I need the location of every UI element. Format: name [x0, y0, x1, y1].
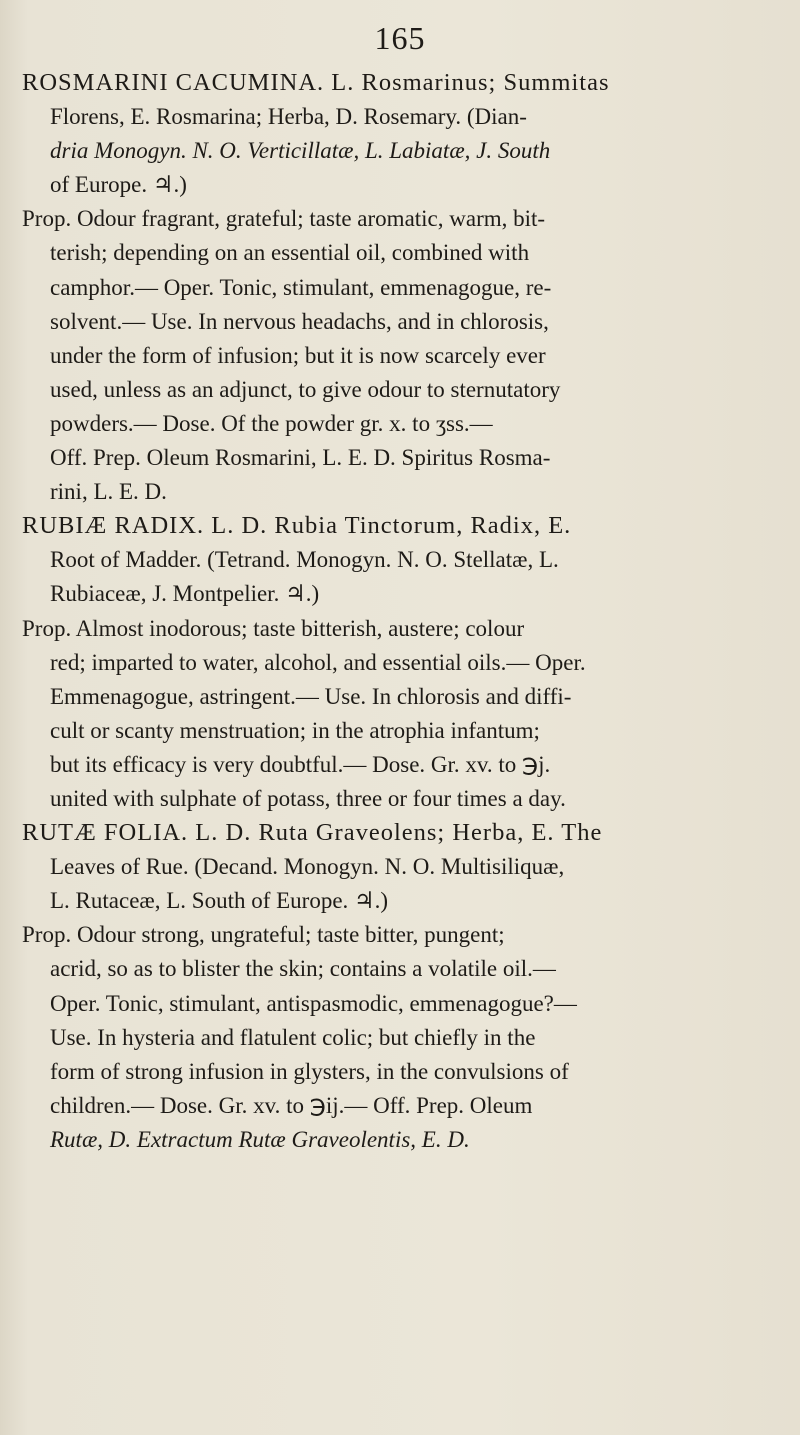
text-line: but its efficacy is very doubtful.— Dose. Gr. xv. to ℈j. [50, 751, 551, 777]
text-line: children.— Dose. Gr. xv. to ℈ij.— Off. Prep. Oleum [50, 1092, 533, 1118]
text-line: terish; depending on an essential oil, combined with [50, 240, 530, 266]
text-line: used, unless as an adjunct, to give odour to sternutatory [50, 376, 561, 402]
text-line: united with sulphate of potass, three or four times a day. [50, 785, 566, 811]
text-line: acrid, so as to blister the skin; contains a volatile oil.— [50, 956, 556, 982]
text-line: Rubiaceæ, J. Montpelier. ♃.) [50, 581, 320, 607]
text-line: powders.— Dose. Of the powder gr. x. to ʒss.— [50, 410, 493, 436]
text-line: Oper. Tonic, stimulant, antispasmodic, emmenagogue?— [50, 990, 577, 1016]
text-line: under the form of infusion; but it is now scarcely ever [50, 342, 546, 368]
text-line: of Europe. ♃.) [50, 172, 187, 198]
text-line: L. Rutaceæ, L. South of Europe. ♃.) [50, 888, 389, 914]
text-line: ROSMARINI CACUMINA. L. Rosmarinus; Summitas [22, 69, 610, 96]
text-line: rini, L. E. D. [50, 479, 167, 505]
text-line: solvent.— Use. In nervous headachs, and in chlorosis, [50, 308, 549, 334]
text-line: Rutæ, D. Extractum Rutæ Graveolentis, E. D. [50, 1126, 470, 1152]
text-line: Prop. Odour strong, ungrateful; taste bitter, pungent; [22, 922, 505, 948]
text-line: Leaves of Rue. (Decand. Monogyn. N. O. Multisiliquæ, [50, 854, 565, 880]
text-line: Root of Madder. (Tetrand. Monogyn. N. O. Stellatæ, L. [50, 547, 559, 573]
text-line: camphor.— Oper. Tonic, stimulant, emmenagogue, re- [50, 274, 552, 300]
text-line: Prop. Almost inodorous; taste bitterish, austere; colour [22, 615, 525, 641]
text-line: Prop. Odour fragrant, grateful; taste aromatic, warm, bit- [22, 206, 546, 232]
text-line: RUTÆ FOLIA. L. D. Ruta Graveolens; Herba, E. The [22, 819, 603, 847]
text-body [22, 66, 784, 1157]
text-line: red; imparted to water, alcohol, and essential oils.— Oper. [50, 649, 586, 675]
text-line: Use. In hysteria and flatulent colic; but chiefly in the [50, 1024, 536, 1050]
text-line: Off. Prep. Oleum Rosmarini, L. E. D. Spiritus Rosma- [50, 445, 551, 471]
page-number: 165 [374, 20, 426, 56]
text-line: form of strong infusion in glysters, in the convulsions of [50, 1058, 569, 1084]
text-line: RUBIÆ RADIX. L. D. Rubia Tinctorum, Radix, E. [22, 512, 572, 540]
text-line: Florens, E. Rosmarina; Herba, D. Rosemary. (Dian- [50, 104, 527, 130]
text-line: dria Monogyn. N. O. Verticillatæ, L. Labiatæ, J. South [50, 138, 551, 164]
text-line: cult or scanty menstruation; in the atrophia infantum; [50, 717, 540, 743]
text-line: Emmenagogue, astringent.— Use. In chlorosis and diffi- [50, 683, 572, 709]
